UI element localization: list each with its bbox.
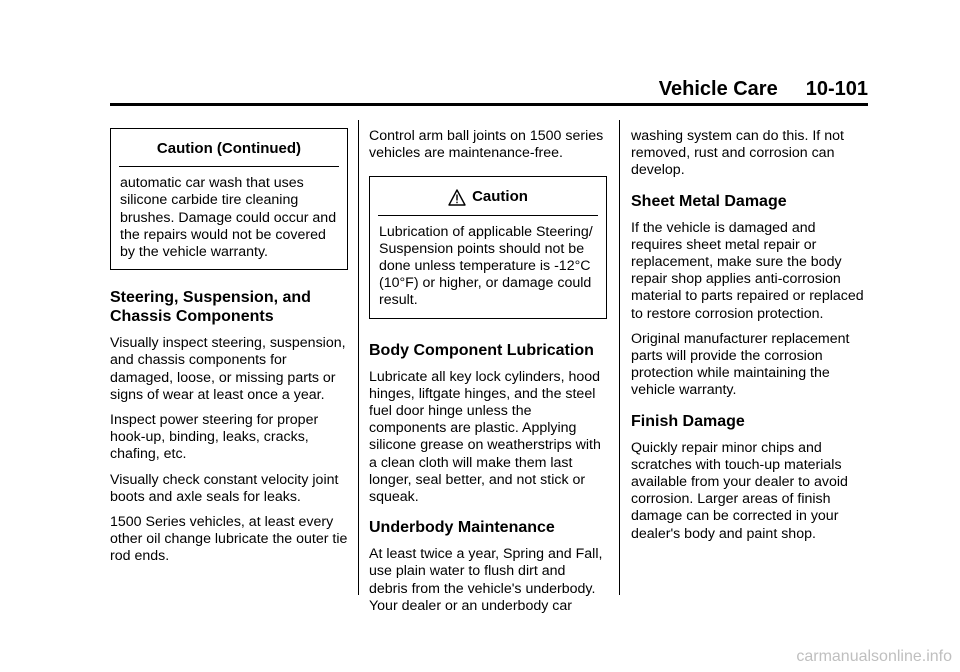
paragraph: Visually check constant velocity joint boots and axle seals for leaks. [110,471,339,505]
heading-sheet-metal: Sheet Metal Damage [631,192,787,210]
header-rule [110,103,868,106]
column-2 [369,128,607,623]
page-header [110,78,868,106]
paragraph: 1500 Series vehicles, at least every other oil change lubricate the outer tie rod ends. [110,514,348,565]
heading-underbody: Underbody Maintenance [369,519,555,537]
caution-header [370,177,606,214]
paragraph: If the vehicle is damaged and requires sheet metal repair or replacement, make sure the body repair shop applies anti-corrosion material to parts repaired or replaced to restore corrosion protection. [631,219,864,322]
warning-triangle-icon [448,189,466,206]
column-3 [631,128,869,551]
paragraph: Original manufacturer replacement parts will provide the corrosion protection while maintaining the vehicle warranty. [631,330,850,399]
heading-finish-damage: Finish Damage [631,412,745,430]
caution-title: Caution (Continued) [156,140,302,157]
heading-steering: Steering, Suspension, and Chassis Components [110,289,311,326]
column-divider [619,120,620,595]
caution-title: Caution [472,188,528,206]
caution-box [369,176,607,318]
paragraph: Visually inspect steering, suspension, and chassis components for damaged, loose, or missing parts or signs of wear at least once a year. [110,335,346,403]
page-number: 10-101 [805,78,868,100]
watermark: carmanualsonline.info [796,648,952,665]
paragraph: Inspect power steering for proper hook-up, binding, leaks, cracks, chafing, etc. [110,412,319,463]
caution-box-continued [110,128,348,270]
paragraph: Lubricate all key lock cylinders, hood hinges, liftgate hinges, and the steel fuel door hinge unless the components are plastic. Applying silicone grease on weatherstrips with a clean cloth will make them last longer, seal better, and not stick or squeak. [369,368,601,506]
paragraph: Quickly repair minor chips and scratches with touch-up materials available from your dealer to avoid corrosion. Larger areas of finish damage can be corrected in your dealer's body and paint shop. [631,439,848,542]
caution-text: automatic car wash that uses silicone carbide tire cleaning brushes. Damage could occur and the repairs would not be covered by the vehicle warranty. [120,175,337,261]
column-1 [110,128,348,574]
heading-body-lubrication: Body Component Lubrication [369,341,594,359]
paragraph: Control arm ball joints on 1500 series vehicles are maintenance-free. [369,128,604,162]
paragraph: washing system can do this. If not removed, rust and corrosion can develop. [631,128,844,179]
caution-text: Lubrication of applicable Steering/ Suspension points should not be done unless temperature is -12°C (10°F) or higher, or damage could result. [379,223,593,309]
section-title: Vehicle Care [658,78,778,100]
column-divider [358,120,359,595]
paragraph: At least twice a year, Spring and Fall, use plain water to flush dirt and debris from the vehicle's underbody. Your dealer or an underbody car [369,546,603,614]
header-title [659,78,868,101]
